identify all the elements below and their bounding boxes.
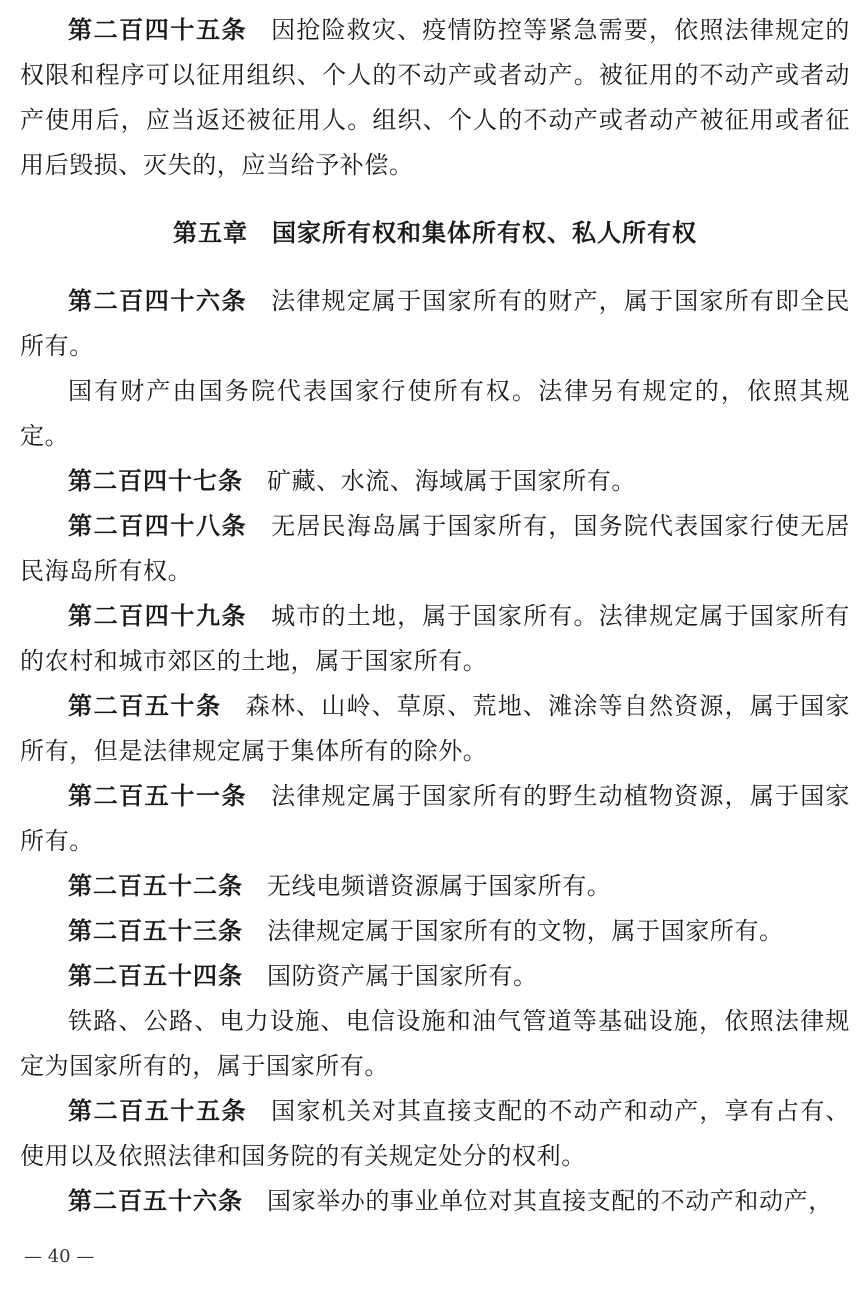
article-paragraph [20, 954, 850, 999]
article-number: 第二百五十一条 [68, 782, 248, 810]
article-paragraph [20, 1089, 850, 1179]
document-page [20, 8, 850, 1224]
article-number: 第二百五十五条 [68, 1097, 248, 1125]
article-number: 第二百五十条 [68, 692, 222, 720]
article-text: 因抢险救灾、疫情防控等紧急需要，依照法律规定的权限和程序可以征用组织、个人的不动产或者动产。被征用的不动产或者动产使用后，应当返还被征用人。组织、个人的不动产或者动产被征用或者征用后毁损、灭失的，应当给予补偿。 [20, 16, 850, 179]
article-number: 第二百五十四条 [68, 962, 243, 990]
article-text: 国家举办的事业单位对其直接支配的不动产和动产， [267, 1187, 833, 1215]
article-paragraph [20, 369, 850, 459]
article-paragraph [20, 909, 850, 954]
article-list [20, 279, 850, 1224]
article-text: 法律规定属于国家所有的财产，属于国家所有即全民所有。 [20, 287, 850, 360]
article-paragraph [20, 504, 850, 594]
article-text: 法律规定属于国家所有的文物，属于国家所有。 [267, 917, 784, 945]
page-number: — 40 — [24, 1246, 95, 1267]
article-text: 铁路、公路、电力设施、电信设施和油气管道等基础设施，依照法律规定为国家所有的，属于国家所有。 [20, 1007, 850, 1080]
article-text: 城市的土地，属于国家所有。法律规定属于国家所有的农村和城市郊区的土地，属于国家所有。 [20, 602, 850, 675]
article-paragraph [20, 684, 850, 774]
article-number: 第二百五十六条 [68, 1187, 243, 1215]
article-paragraph [20, 864, 850, 909]
article-paragraph [20, 279, 850, 369]
article-paragraph [20, 594, 850, 684]
article-text: 法律规定属于国家所有的野生动植物资源，属于国家所有。 [20, 782, 850, 855]
article-number: 第二百四十七条 [68, 467, 243, 495]
article-paragraph [20, 999, 850, 1089]
article-number: 第二百四十八条 [68, 512, 248, 540]
chapter-title: 国家所有权和集体所有权、私人所有权 [272, 219, 697, 247]
article-text: 国家机关对其直接支配的不动产和动产，享有占有、使用以及依照法律和国务院的有关规定处分的权利。 [20, 1097, 850, 1170]
article-paragraph [20, 8, 850, 188]
article-number: 第二百四十六条 [68, 287, 248, 315]
article-text: 矿藏、水流、海域属于国家所有。 [267, 467, 636, 495]
article-text: 无居民海岛属于国家所有，国务院代表国家行使无居民海岛所有权。 [20, 512, 850, 585]
article-number: 第二百五十三条 [68, 917, 243, 945]
article-number: 第二百四十九条 [68, 602, 248, 630]
chapter-heading [20, 211, 850, 256]
article-text: 无线电频谱资源属于国家所有。 [267, 872, 612, 900]
chapter-number: 第五章 [173, 219, 248, 247]
article-text: 森林、山岭、草原、荒地、滩涂等自然资源，属于国家所有，但是法律规定属于集体所有的除外。 [20, 692, 850, 765]
article-number: 第二百五十二条 [68, 872, 243, 900]
article-text: 国有财产由国务院代表国家行使所有权。法律另有规定的，依照其规定。 [20, 377, 850, 450]
article-text: 国防资产属于国家所有。 [267, 962, 538, 990]
article-paragraph [20, 774, 850, 864]
article-number: 第二百四十五条 [68, 16, 248, 44]
article-paragraph [20, 1179, 850, 1224]
article-paragraph [20, 459, 850, 504]
